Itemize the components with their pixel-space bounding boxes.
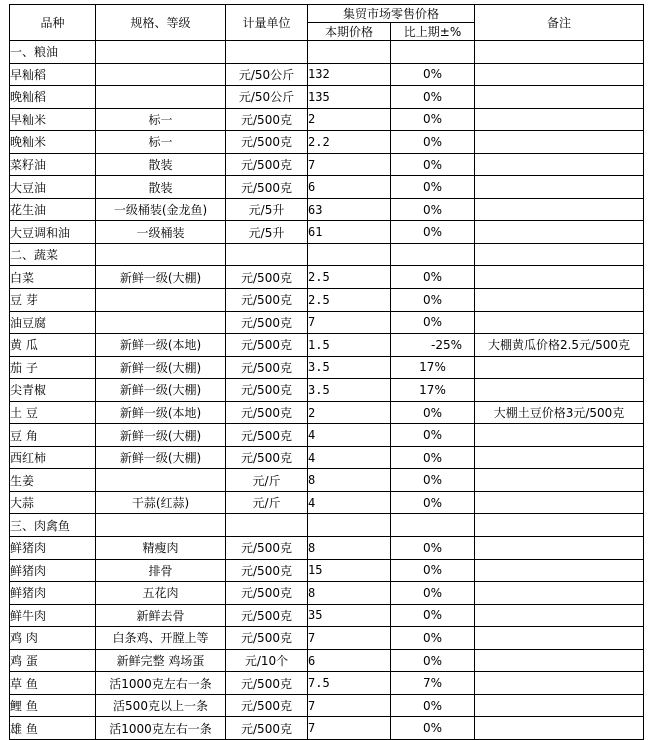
item-unit: 元/斤 (226, 491, 308, 514)
item-price: 4 (308, 424, 391, 447)
item-note (475, 469, 644, 492)
table-row (10, 198, 644, 221)
item-spec: 活1000克左右一条 (96, 717, 226, 740)
header-remarks: 备注 (475, 5, 644, 41)
item-note (475, 379, 644, 402)
table-row (10, 266, 644, 289)
item-price: 4 (308, 446, 391, 469)
item-name: 大豆油 (10, 176, 96, 199)
item-name: 豆 芽 (10, 289, 96, 312)
item-name: 豆 角 (10, 424, 96, 447)
item-price: 3.5 (308, 356, 391, 379)
empty-cell (391, 514, 475, 537)
item-price: 15 (308, 559, 391, 582)
item-spec (96, 311, 226, 334)
item-unit: 元/500克 (226, 672, 308, 695)
item-name: 菜籽油 (10, 153, 96, 176)
item-change: 0% (391, 717, 475, 740)
item-name: 茄 子 (10, 356, 96, 379)
item-note (475, 311, 644, 334)
table-row (10, 63, 644, 86)
item-change: 0% (391, 491, 475, 514)
item-spec: 新鲜一级(本地) (96, 401, 226, 424)
item-price: 4 (308, 491, 391, 514)
item-price: 7.5 (308, 672, 391, 695)
item-price: 1.5 (308, 334, 391, 357)
item-note (475, 537, 644, 560)
section-title: 三、肉禽鱼 (10, 514, 96, 537)
empty-cell (391, 243, 475, 266)
item-unit: 元/5升 (226, 198, 308, 221)
item-name: 鲜猪肉 (10, 537, 96, 560)
item-name: 土 豆 (10, 401, 96, 424)
item-change: 0% (391, 469, 475, 492)
item-price: 8 (308, 469, 391, 492)
item-change: 0% (391, 266, 475, 289)
item-change: 17% (391, 379, 475, 402)
table-row (10, 221, 644, 244)
item-name: 生姜 (10, 469, 96, 492)
item-unit: 元/500克 (226, 582, 308, 605)
item-note (475, 221, 644, 244)
item-change: 0% (391, 582, 475, 605)
item-note (475, 63, 644, 86)
item-spec: 新鲜去骨 (96, 604, 226, 627)
item-note (475, 694, 644, 717)
item-unit: 元/50公斤 (226, 63, 308, 86)
item-change: 0% (391, 108, 475, 131)
item-price: 2 (308, 108, 391, 131)
item-spec: 精瘦肉 (96, 537, 226, 560)
header-change: 比上期±% (391, 23, 475, 41)
item-note (475, 198, 644, 221)
table-row (10, 424, 644, 447)
empty-cell (226, 514, 308, 537)
item-name: 黄 瓜 (10, 334, 96, 357)
item-unit: 元/500克 (226, 289, 308, 312)
item-price: 2 (308, 401, 391, 424)
item-name: 鲜猪肉 (10, 582, 96, 605)
empty-cell (308, 41, 391, 64)
empty-cell (475, 243, 644, 266)
item-price: 35 (308, 604, 391, 627)
table-row (10, 401, 644, 424)
item-price: 2.2 (308, 131, 391, 154)
section-title: 一、粮油 (10, 41, 96, 64)
item-change: 0% (391, 311, 475, 334)
item-name: 早籼米 (10, 108, 96, 131)
item-name: 鲤 鱼 (10, 694, 96, 717)
header-current-price: 本期价格 (308, 23, 391, 41)
item-spec: 标一 (96, 108, 226, 131)
item-name: 草 鱼 (10, 672, 96, 695)
item-note (475, 356, 644, 379)
item-note (475, 289, 644, 312)
item-spec (96, 63, 226, 86)
item-price: 6 (308, 176, 391, 199)
item-price: 61 (308, 221, 391, 244)
item-price: 2.5 (308, 289, 391, 312)
table-row (10, 131, 644, 154)
item-unit: 元/50公斤 (226, 86, 308, 109)
empty-cell (226, 41, 308, 64)
item-spec: 新鲜一级(本地) (96, 334, 226, 357)
item-spec (96, 86, 226, 109)
empty-cell (96, 243, 226, 266)
empty-cell (391, 41, 475, 64)
item-name: 雄 鱼 (10, 717, 96, 740)
item-name: 鲜猪肉 (10, 559, 96, 582)
item-price: 132 (308, 63, 391, 86)
empty-cell (475, 41, 644, 64)
item-change: 0% (391, 176, 475, 199)
item-price: 6 (308, 649, 391, 672)
item-note: 大棚土豆价格3元/500克 (475, 401, 644, 424)
item-note (475, 86, 644, 109)
item-change: -25% (391, 334, 475, 357)
item-note (475, 108, 644, 131)
item-spec: 散装 (96, 153, 226, 176)
item-unit: 元/500克 (226, 266, 308, 289)
header-row-1 (10, 5, 644, 23)
item-price: 8 (308, 582, 391, 605)
table-row (10, 559, 644, 582)
item-note (475, 131, 644, 154)
section-header-row (10, 243, 644, 266)
table-row (10, 694, 644, 717)
table-row (10, 537, 644, 560)
item-name: 花生油 (10, 198, 96, 221)
item-spec: 一级桶装 (96, 221, 226, 244)
item-unit: 元/5升 (226, 221, 308, 244)
header-unit: 计量单位 (226, 5, 308, 41)
section-header-row (10, 41, 644, 64)
item-spec: 五花肉 (96, 582, 226, 605)
table-row (10, 356, 644, 379)
item-change: 17% (391, 356, 475, 379)
item-change: 0% (391, 221, 475, 244)
item-note (475, 604, 644, 627)
item-unit: 元/500克 (226, 604, 308, 627)
table-row (10, 672, 644, 695)
item-note (475, 176, 644, 199)
item-unit: 元/斤 (226, 469, 308, 492)
item-note (475, 582, 644, 605)
table-row (10, 627, 644, 650)
table-row (10, 311, 644, 334)
item-unit: 元/500克 (226, 108, 308, 131)
section-header-row (10, 514, 644, 537)
item-change: 7% (391, 672, 475, 695)
item-name: 早籼稻 (10, 63, 96, 86)
item-spec: 白条鸡、开膛上等 (96, 627, 226, 650)
section-title: 二、蔬菜 (10, 243, 96, 266)
item-spec: 标一 (96, 131, 226, 154)
item-spec (96, 469, 226, 492)
item-unit: 元/500克 (226, 176, 308, 199)
item-note (475, 627, 644, 650)
table-row (10, 649, 644, 672)
item-unit: 元/500克 (226, 446, 308, 469)
table-row (10, 289, 644, 312)
empty-cell (96, 41, 226, 64)
item-price: 2.5 (308, 266, 391, 289)
table-row (10, 108, 644, 131)
item-spec: 新鲜一级(大棚) (96, 446, 226, 469)
item-spec: 活500克以上一条 (96, 694, 226, 717)
item-unit: 元/500克 (226, 379, 308, 402)
item-change: 0% (391, 446, 475, 469)
item-price: 63 (308, 198, 391, 221)
item-note (475, 672, 644, 695)
item-name: 白菜 (10, 266, 96, 289)
item-note: 大棚黄瓜价格2.5元/500克 (475, 334, 644, 357)
item-change: 0% (391, 86, 475, 109)
item-change: 0% (391, 153, 475, 176)
item-name: 鲜牛肉 (10, 604, 96, 627)
item-price: 135 (308, 86, 391, 109)
item-unit: 元/500克 (226, 334, 308, 357)
item-change: 0% (391, 131, 475, 154)
item-note (475, 153, 644, 176)
item-unit: 元/500克 (226, 401, 308, 424)
item-spec: 新鲜一级(大棚) (96, 266, 226, 289)
table-row (10, 604, 644, 627)
item-spec: 新鲜一级(大棚) (96, 424, 226, 447)
table-row (10, 379, 644, 402)
table-row (10, 86, 644, 109)
item-name: 油豆腐 (10, 311, 96, 334)
item-change: 0% (391, 401, 475, 424)
item-note (475, 559, 644, 582)
item-note (475, 446, 644, 469)
item-price: 8 (308, 537, 391, 560)
item-change: 0% (391, 649, 475, 672)
item-unit: 元/500克 (226, 717, 308, 740)
item-name: 西红柿 (10, 446, 96, 469)
item-spec: 一级桶装(金龙鱼) (96, 198, 226, 221)
header-variety: 品种 (10, 5, 96, 41)
item-spec: 活1000克左右一条 (96, 672, 226, 695)
header-market-price: 集贸市场零售价格 (308, 5, 475, 23)
item-name: 尖青椒 (10, 379, 96, 402)
item-note (475, 717, 644, 740)
table-row (10, 717, 644, 740)
item-price: 7 (308, 627, 391, 650)
item-name: 大豆调和油 (10, 221, 96, 244)
item-note (475, 424, 644, 447)
table-row (10, 491, 644, 514)
empty-cell (96, 514, 226, 537)
empty-cell (475, 514, 644, 537)
item-change: 0% (391, 198, 475, 221)
item-change: 0% (391, 289, 475, 312)
item-change: 0% (391, 627, 475, 650)
table-row (10, 469, 644, 492)
item-unit: 元/500克 (226, 311, 308, 334)
item-note (475, 266, 644, 289)
item-name: 晚籼稻 (10, 86, 96, 109)
item-name: 鸡 蛋 (10, 649, 96, 672)
item-spec: 排骨 (96, 559, 226, 582)
item-unit: 元/500克 (226, 356, 308, 379)
item-unit: 元/500克 (226, 559, 308, 582)
price-table (9, 4, 644, 740)
item-change: 0% (391, 559, 475, 582)
item-price: 3.5 (308, 379, 391, 402)
item-note (475, 491, 644, 514)
item-unit: 元/500克 (226, 627, 308, 650)
item-spec: 散装 (96, 176, 226, 199)
item-unit: 元/500克 (226, 537, 308, 560)
item-unit: 元/500克 (226, 131, 308, 154)
table-row (10, 582, 644, 605)
table-row (10, 446, 644, 469)
item-change: 0% (391, 424, 475, 447)
item-unit: 元/500克 (226, 153, 308, 176)
item-spec: 新鲜一级(大棚) (96, 356, 226, 379)
item-change: 0% (391, 604, 475, 627)
item-change: 0% (391, 537, 475, 560)
item-change: 0% (391, 694, 475, 717)
item-name: 晚籼米 (10, 131, 96, 154)
item-change: 0% (391, 63, 475, 86)
item-price: 7 (308, 717, 391, 740)
table-row (10, 334, 644, 357)
table-row (10, 176, 644, 199)
item-name: 大蒜 (10, 491, 96, 514)
item-unit: 元/500克 (226, 694, 308, 717)
item-spec: 干蒜(红蒜) (96, 491, 226, 514)
item-name: 鸡 肉 (10, 627, 96, 650)
item-unit: 元/500克 (226, 424, 308, 447)
item-spec: 新鲜一级(大棚) (96, 379, 226, 402)
item-price: 7 (308, 311, 391, 334)
empty-cell (308, 243, 391, 266)
header-spec: 规格、等级 (96, 5, 226, 41)
item-spec (96, 289, 226, 312)
item-note (475, 649, 644, 672)
item-price: 7 (308, 694, 391, 717)
empty-cell (308, 514, 391, 537)
item-price: 7 (308, 153, 391, 176)
item-unit: 元/10个 (226, 649, 308, 672)
item-spec: 新鲜完整 鸡场蛋 (96, 649, 226, 672)
table-row (10, 153, 644, 176)
empty-cell (226, 243, 308, 266)
